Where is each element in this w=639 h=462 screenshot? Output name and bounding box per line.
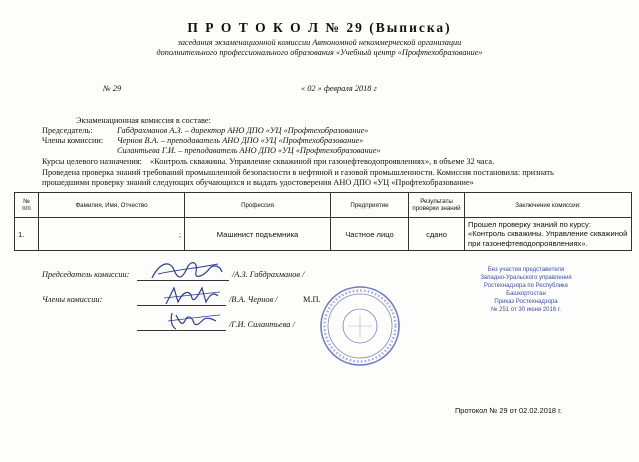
stamp-line5: № 251 от 30 июня 2016 г. (491, 307, 561, 313)
course-value: «Контроль скважины. Управление скважиной при газонефтеводопроявлениях», в объеме 32 часа. (150, 157, 495, 166)
subtitle-line1: заседания экзаменационной комиссии Автономной некоммерческой организации (177, 38, 462, 47)
results-table (14, 192, 632, 251)
cell-company: Частное лицо (331, 218, 409, 251)
document-title: П Р О Т О К О Л № 29 (Выписка) (187, 20, 452, 35)
member1-signature-image (162, 284, 222, 308)
member2-signature-image (166, 309, 222, 331)
header-name: Фамилия, Имя, Отчество (39, 193, 185, 218)
protocol-number: № 29 (103, 84, 122, 93)
stamp-line3: Ростехнадзора по Республике Башкортостан (483, 283, 569, 297)
table-row (15, 218, 632, 251)
cell-num: 1. (15, 218, 39, 251)
stamp-line2: Западно-Уральского управления (480, 275, 572, 281)
footer-protocol-ref: Протокол № 29 от 02.02.2018 г. (455, 406, 562, 415)
sign-chair-name: /А.З. Габдрахманов / (232, 270, 305, 279)
round-seal-image (318, 284, 402, 368)
cell-conclusion: Прошел проверку знаний по курсу: «Контроль скважины. Управление скважиной при газонефтеводопроявлениях». (465, 218, 632, 251)
chair-value: Габдрахманов А.З. – директор АНО ДПО «УЦ «Профтехобразование» (117, 126, 369, 135)
sign-members-label: Члены комиссии: (42, 295, 103, 304)
rostekhnadzor-stamp (466, 266, 586, 316)
sign-member2-name: /Г.И. Силантьева / (229, 320, 295, 329)
commission-intro: Экзаменационная комиссия в составе: (76, 116, 211, 125)
header-result: Результаты проверки знаний (409, 193, 465, 218)
protocol-date: « 02 » февраля 2018 г (301, 84, 377, 93)
chair-signature-image (148, 258, 226, 284)
decision-line1: Проведена проверка знаний требований промышленной безопасности в нефтяной и газовой промышленности. Комиссия постановила: признать (42, 168, 554, 177)
stamp-line1: Без участия представителя (487, 267, 565, 273)
header-company: Предприятие (331, 193, 409, 218)
subtitle-line2: дополнительного профессионального образования «Учебный центр «Профтехобразование» (156, 48, 483, 57)
header-num: № п/п (15, 193, 39, 218)
cell-name: ; (39, 218, 185, 251)
member1-value: Чернов В.А. – преподаватель АНО ДПО «УЦ «Профтехобразование» (117, 136, 364, 145)
member2-value: Силантьева Г.И. – преподаватель АНО ДПО «УЦ «Профтехобразование» (117, 146, 381, 155)
table-header-row (15, 193, 632, 218)
header-conclusion: Заключение комиссии: (465, 193, 632, 218)
stamp-line4: Приказ Ростехнадзора (494, 299, 558, 305)
cell-result: сдано (409, 218, 465, 251)
mp-label: М.П. (303, 295, 321, 304)
members-label: Члены комиссии: (42, 136, 104, 145)
chair-label: Председатель: (42, 126, 93, 135)
sign-chair-label: Председатель комиссии: (42, 270, 130, 279)
course-label: Курсы целевого назначения: (42, 157, 142, 166)
decision-line2: прошедшими проверку знаний следующих обучающихся и выдать удостоверения АНО ДПО «УЦ «Профтехобразование» (42, 178, 474, 187)
sign-member1-name: /В.А. Чернов / (229, 295, 278, 304)
header-profession: Профессия (185, 193, 331, 218)
cell-profession: Машинист подъемника (185, 218, 331, 251)
